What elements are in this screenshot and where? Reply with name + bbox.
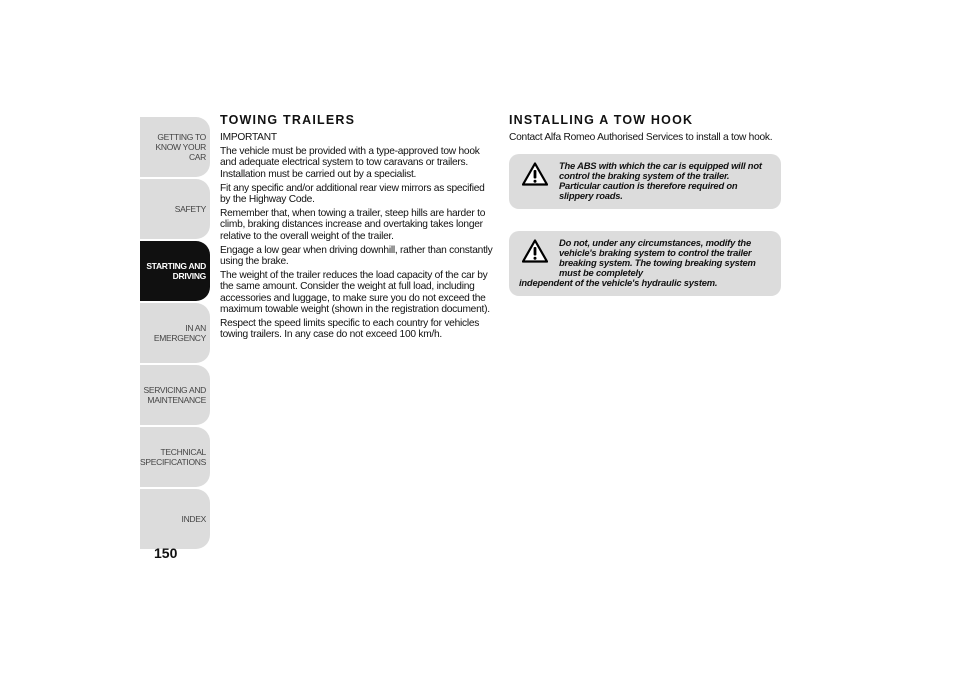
tab-label: SERVICING AND MAINTENANCE [143, 385, 206, 405]
warning-triangle-icon [522, 239, 548, 263]
paragraph: Engage a low gear when driving downhill, rather than constantly using the brake. [220, 244, 493, 268]
paragraph: Contact Alfa Romeo Authorised Services to install a tow hook. [509, 132, 773, 143]
section-heading: TOWING TRAILERS [220, 113, 356, 127]
section-heading: INSTALLING A TOW HOOK [509, 113, 694, 127]
paragraph: Respect the speed limits specific to each country for vehicles towing trailers. In any case do not exceed 100 km/h. [220, 318, 480, 341]
tab-label: TECHNICAL SPECIFICATIONS [140, 447, 207, 467]
tab-getting-to-know-your-car[interactable] [140, 117, 210, 177]
paragraph: Remember that, when towing a trailer, steep hills are harder to climb, braking distances increase and overtaking takes longer relative to the overall weight of the trailer. [220, 208, 486, 242]
chapter-tabs [140, 117, 210, 551]
tab-label: SAFETY [174, 204, 206, 214]
warning-box [509, 231, 781, 296]
tab-label: GETTING TO KNOW YOUR CAR [155, 132, 206, 162]
tab-in-an-emergency[interactable] [140, 303, 210, 363]
paragraph: The vehicle must be provided with a type-approved tow hook and adequate electrical system to tow caravans or trailers. Installation must be carried out by a specialist. [220, 146, 480, 180]
paragraph: The weight of the trailer reduces the load capacity of the car by the same amount. Consider the weight at full load, including accessories and luggage, to make sure you do not exceed the maximum towable weight (shown in the registration document). [220, 270, 490, 315]
tab-index[interactable] [140, 489, 210, 549]
page-number: 150 [154, 545, 178, 561]
warning-text: Do not, under any circumstances, modify the vehicle's braking system to control the trailer breaking system. The towing breaking system must be completely [559, 237, 756, 279]
towing-trailers-section [220, 112, 496, 343]
tab-label: IN AN EMERGENCY [153, 323, 206, 343]
tab-servicing-and-maintenance[interactable] [140, 365, 210, 425]
warning-triangle-icon [522, 162, 548, 186]
warning-text: The ABS with which the car is equipped will not control the braking system of the trailer. Particular caution is therefore required on slippery roads. [559, 160, 762, 202]
tab-starting-and-driving[interactable] [140, 241, 210, 301]
tab-label: STARTING AND DRIVING [146, 261, 206, 281]
tab-label: INDEX [181, 514, 206, 524]
warning-text-continued: independent of the vehicle's hydraulic system. [519, 277, 718, 289]
installing-tow-hook-section [509, 112, 781, 296]
paragraph: IMPORTANT [220, 132, 277, 143]
tab-technical-specifications[interactable] [140, 427, 210, 487]
tab-safety[interactable] [140, 179, 210, 239]
warning-box [509, 154, 781, 209]
paragraph: Fit any specific and/or additional rear view mirrors as specified by the Highway Code. [220, 182, 485, 206]
